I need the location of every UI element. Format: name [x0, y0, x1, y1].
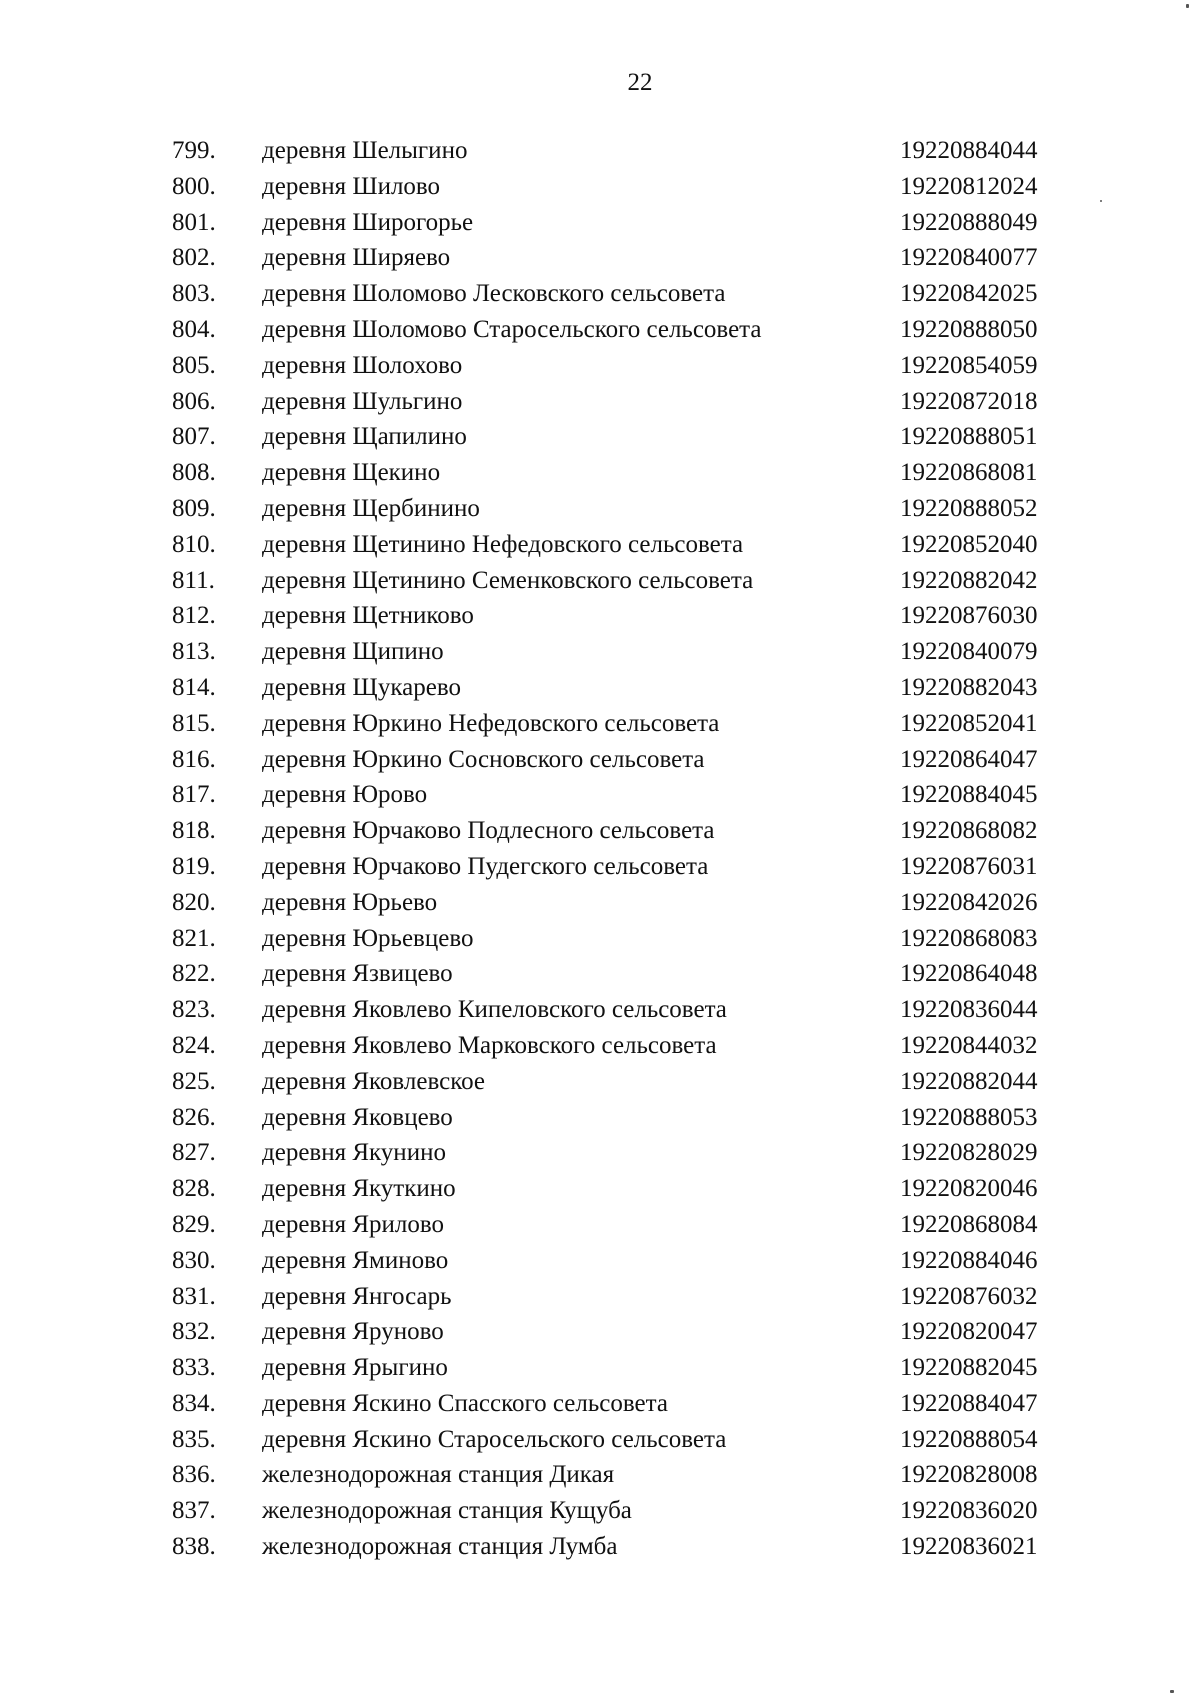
- row-number: 821.: [172, 924, 216, 952]
- settlement-name: деревня Яковлевское: [262, 1067, 485, 1095]
- row-number: 827.: [172, 1139, 216, 1167]
- oktmo-code: 19220842025: [900, 280, 1038, 308]
- row-number: 800.: [172, 172, 216, 200]
- settlement-name: деревня Щекино: [262, 459, 441, 487]
- row-number: 806.: [172, 387, 216, 415]
- settlement-name: деревня Ярыгино: [262, 1354, 448, 1382]
- oktmo-code: 19220882042: [900, 566, 1038, 594]
- list-item: [0, 494, 1200, 530]
- list-item: [0, 422, 1200, 458]
- settlement-name: деревня Яковлево Марковского сельсовета: [262, 1031, 717, 1059]
- row-number: 837.: [172, 1497, 216, 1525]
- list-item: [0, 601, 1200, 637]
- row-number: 825.: [172, 1067, 216, 1095]
- list-item: [0, 387, 1200, 423]
- settlement-name: деревня Щипино: [262, 638, 444, 666]
- list-item: [0, 1317, 1200, 1353]
- oktmo-code: 19220876030: [900, 602, 1038, 630]
- list-item: [0, 959, 1200, 995]
- oktmo-code: 19220868084: [900, 1210, 1038, 1238]
- list-item: [0, 1138, 1200, 1174]
- list-item: [0, 208, 1200, 244]
- settlement-name: деревня Юрьевцево: [262, 924, 474, 952]
- list-item: [0, 1246, 1200, 1282]
- list-item: [0, 637, 1200, 673]
- list-item: [0, 1103, 1200, 1139]
- settlement-name: деревня Шолохово: [262, 351, 463, 379]
- settlement-name: деревня Ширяево: [262, 244, 451, 272]
- list-item: [0, 888, 1200, 924]
- row-number: 812.: [172, 602, 216, 630]
- settlement-name: деревня Широгорье: [262, 208, 474, 236]
- row-number: 805.: [172, 351, 216, 379]
- settlement-name: деревня Щапилино: [262, 423, 467, 451]
- list-item: [0, 816, 1200, 852]
- settlement-name: деревня Яковлево Кипеловского сельсовета: [262, 996, 727, 1024]
- list-item: [0, 1282, 1200, 1318]
- list-item: [0, 1210, 1200, 1246]
- row-number: 808.: [172, 459, 216, 487]
- list-item: [0, 1067, 1200, 1103]
- list-item: [0, 1532, 1200, 1568]
- oktmo-code: 19220872018: [900, 387, 1038, 415]
- settlement-name: деревня Яскино Спасского сельсовета: [262, 1389, 668, 1417]
- oktmo-code: 19220884044: [900, 137, 1038, 164]
- settlement-name: деревня Яминово: [262, 1246, 449, 1274]
- oktmo-code: 19220828008: [900, 1461, 1038, 1489]
- row-number: 830.: [172, 1246, 216, 1274]
- oktmo-code: 19220882044: [900, 1067, 1038, 1095]
- settlement-name: деревня Яковцево: [262, 1103, 453, 1131]
- scan-mark: [1170, 1690, 1174, 1693]
- list-item: [0, 351, 1200, 387]
- row-number: 810.: [172, 530, 216, 558]
- oktmo-code: 19220836020: [900, 1497, 1038, 1525]
- oktmo-code: 19220888052: [900, 494, 1038, 522]
- row-number: 815.: [172, 709, 216, 737]
- list-item: [0, 780, 1200, 816]
- settlement-name: деревня Язвицево: [262, 960, 453, 988]
- settlement-name: деревня Щетинино Нефедовского сельсовета: [262, 530, 744, 558]
- list-item: [0, 1174, 1200, 1210]
- settlement-name: деревня Янгосарь: [262, 1282, 452, 1310]
- oktmo-code: 19220876031: [900, 852, 1038, 880]
- oktmo-code: 19220884045: [900, 781, 1038, 809]
- settlement-name: деревня Якуткино: [262, 1175, 456, 1203]
- oktmo-code: 19220888054: [900, 1425, 1038, 1453]
- list-item: [0, 673, 1200, 709]
- row-number: 820.: [172, 888, 216, 916]
- oktmo-code: 19220884047: [900, 1389, 1038, 1417]
- row-number: 801.: [172, 208, 216, 236]
- oktmo-code: 19220840079: [900, 638, 1038, 666]
- oktmo-code: 19220852041: [900, 709, 1038, 737]
- page-number: 22: [627, 69, 653, 96]
- list-item: [0, 1496, 1200, 1532]
- settlement-name: железнодорожная станция Дикая: [262, 1461, 615, 1489]
- row-number: 802.: [172, 244, 216, 272]
- row-number: 831.: [172, 1282, 216, 1310]
- list-item: [0, 243, 1200, 279]
- row-number: 826.: [172, 1103, 216, 1131]
- row-number: 823.: [172, 996, 216, 1024]
- oktmo-code: 19220820047: [900, 1318, 1038, 1346]
- row-number: 833.: [172, 1354, 216, 1382]
- oktmo-code: 19220842026: [900, 888, 1038, 916]
- scan-mark: [1186, 4, 1189, 8]
- oktmo-code: 19220876032: [900, 1282, 1038, 1310]
- oktmo-code: 19220844032: [900, 1031, 1038, 1059]
- oktmo-code: 19220868082: [900, 817, 1038, 845]
- settlement-name: деревня Ярилово: [262, 1210, 445, 1238]
- list-item: [0, 279, 1200, 315]
- settlement-name: деревня Шоломово Лесковского сельсовета: [262, 280, 726, 308]
- list-item: [0, 1353, 1200, 1389]
- list-item: [0, 458, 1200, 494]
- oktmo-code: 19220836021: [900, 1533, 1038, 1561]
- list-item: [0, 1389, 1200, 1425]
- list-item: [0, 1031, 1200, 1067]
- row-number: 822.: [172, 960, 216, 988]
- settlement-name: деревня Щукарево: [262, 673, 461, 701]
- oktmo-code: 19220828029: [900, 1139, 1038, 1167]
- oktmo-code: 19220884046: [900, 1246, 1038, 1274]
- settlement-list: [0, 136, 1200, 1568]
- settlement-name: деревня Щербинино: [262, 494, 480, 522]
- settlement-name: деревня Яруново: [262, 1318, 444, 1346]
- row-number: 807.: [172, 423, 216, 451]
- oktmo-code: 19220820046: [900, 1175, 1038, 1203]
- list-item: [0, 530, 1200, 566]
- list-item: [0, 566, 1200, 602]
- list-item: [0, 1425, 1200, 1461]
- settlement-name: деревня Юрьево: [262, 888, 438, 916]
- oktmo-code: 19220864047: [900, 745, 1038, 773]
- settlement-name: деревня Шульгино: [262, 387, 463, 415]
- list-item: [0, 1460, 1200, 1496]
- row-number: 838.: [172, 1533, 216, 1561]
- settlement-name: деревня Якунино: [262, 1139, 446, 1167]
- list-item: [0, 852, 1200, 888]
- row-number: 816.: [172, 745, 216, 773]
- row-number: 813.: [172, 638, 216, 666]
- row-number: 829.: [172, 1210, 216, 1238]
- scan-mark: [1100, 200, 1102, 202]
- row-number: 804.: [172, 315, 216, 343]
- oktmo-code: 19220888053: [900, 1103, 1038, 1131]
- settlement-name: деревня Юрчаково Пудегского сельсовета: [262, 852, 709, 880]
- row-number: 818.: [172, 817, 216, 845]
- oktmo-code: 19220840077: [900, 244, 1038, 272]
- settlement-name: деревня Юркино Сосновского сельсовета: [262, 745, 705, 773]
- list-item: [0, 995, 1200, 1031]
- oktmo-code: 19220864048: [900, 960, 1038, 988]
- oktmo-code: 19220888051: [900, 423, 1038, 451]
- settlement-name: деревня Яскино Старосельского сельсовета: [262, 1425, 727, 1453]
- settlement-name: деревня Шелыгино: [262, 137, 468, 164]
- oktmo-code: 19220888049: [900, 208, 1038, 236]
- oktmo-code: 19220882043: [900, 673, 1038, 701]
- oktmo-code: 19220888050: [900, 315, 1038, 343]
- list-item: [0, 709, 1200, 745]
- oktmo-code: 19220868081: [900, 459, 1038, 487]
- settlement-name: деревня Щетниково: [262, 602, 474, 630]
- list-item: [0, 315, 1200, 351]
- oktmo-code: 19220854059: [900, 351, 1038, 379]
- oktmo-code: 19220852040: [900, 530, 1038, 558]
- oktmo-code: 19220882045: [900, 1354, 1038, 1382]
- list-item: [0, 924, 1200, 960]
- list-item: [0, 172, 1200, 208]
- settlement-name: железнодорожная станция Лумба: [262, 1533, 618, 1561]
- row-number: 814.: [172, 673, 216, 701]
- oktmo-code: 19220836044: [900, 996, 1038, 1024]
- row-number: 819.: [172, 852, 216, 880]
- settlement-name: деревня Щетинино Семенковского сельсовета: [262, 566, 754, 594]
- list-item: [0, 745, 1200, 781]
- row-number: 803.: [172, 280, 216, 308]
- oktmo-code: 19220812024: [900, 172, 1038, 200]
- settlement-name: деревня Юрчаково Подлесного сельсовета: [262, 817, 715, 845]
- row-number: 836.: [172, 1461, 216, 1489]
- row-number: 832.: [172, 1318, 216, 1346]
- list-item: [0, 136, 1200, 172]
- row-number: 809.: [172, 494, 216, 522]
- row-number: 834.: [172, 1389, 216, 1417]
- row-number: 824.: [172, 1031, 216, 1059]
- row-number: 817.: [172, 781, 216, 809]
- settlement-name: деревня Юркино Нефедовского сельсовета: [262, 709, 720, 737]
- oktmo-code: 19220868083: [900, 924, 1038, 952]
- row-number: 811.: [172, 566, 215, 594]
- settlement-name: деревня Шоломово Старосельского сельсовета: [262, 315, 762, 343]
- row-number: 799.: [172, 137, 216, 164]
- settlement-name: деревня Юрово: [262, 781, 428, 809]
- row-number: 835.: [172, 1425, 216, 1453]
- row-number: 828.: [172, 1175, 216, 1203]
- settlement-name: железнодорожная станция Кущуба: [262, 1497, 632, 1525]
- settlement-name: деревня Шилово: [262, 172, 441, 200]
